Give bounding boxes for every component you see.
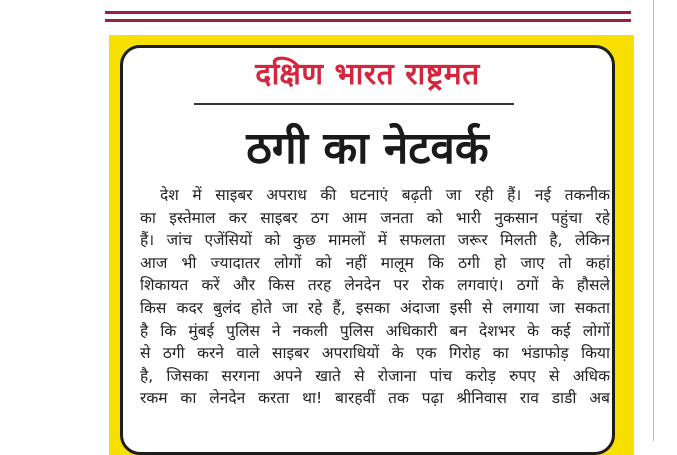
article-line: है, जिसका सरगना अपने खाते से रोजाना पांच करोड़ रुपए से अधिक — [140, 366, 610, 385]
article-line: से ठगी करने वाले साइबर अपराधियों के एक गिरोह का भंडाफोड़ किया — [140, 344, 610, 363]
article-line: देश में साइबर अपराध की घटनाएं बढ़ती जा रही हैं। नई तकनीक — [160, 186, 610, 204]
article-line: रकम का लेनदेन करता था! बारहवीं तक पढ़ा श्रीनिवास राव डाडी अब — [140, 389, 610, 408]
article-headline: ठगी का नेटवर्क — [246, 123, 489, 174]
top-rule-line — [105, 11, 631, 14]
article-line: का इस्तेमाल कर साइबर ठग आम जनता को भारी नुकसान पहुंचा रहे — [140, 208, 610, 227]
masthead-underline — [194, 103, 514, 105]
article-line: आज भी ज्यादातर लोगों को नहीं मालूम कि ठगी हो जाए तो कहां — [140, 253, 610, 272]
article-body — [140, 184, 610, 410]
article-line: किस कदर बुलंद होते जा रहे हैं, इसका अंदाजा इसी से लगाया जा सकता — [140, 298, 610, 317]
article-line: शिकायत करें और किस तरह लेनदेन पर रोक लगवाएं। ठगों के हौसले — [140, 276, 610, 295]
article-line: हैं। जांच एजेंसियों को कुछ मामलों में सफलता जरूर मिलती है, लेकिन — [140, 231, 610, 250]
top-double-rule — [105, 8, 631, 26]
column-divider — [653, 0, 654, 441]
article-line: है कि मुंबई पुलिस ने नकली पुलिस अधिकारी बन देशभर के कई लोगों — [140, 321, 610, 340]
top-rule-line — [105, 19, 631, 22]
newspaper-masthead: दक्षिण भारत राष्ट्रमत — [255, 57, 480, 92]
